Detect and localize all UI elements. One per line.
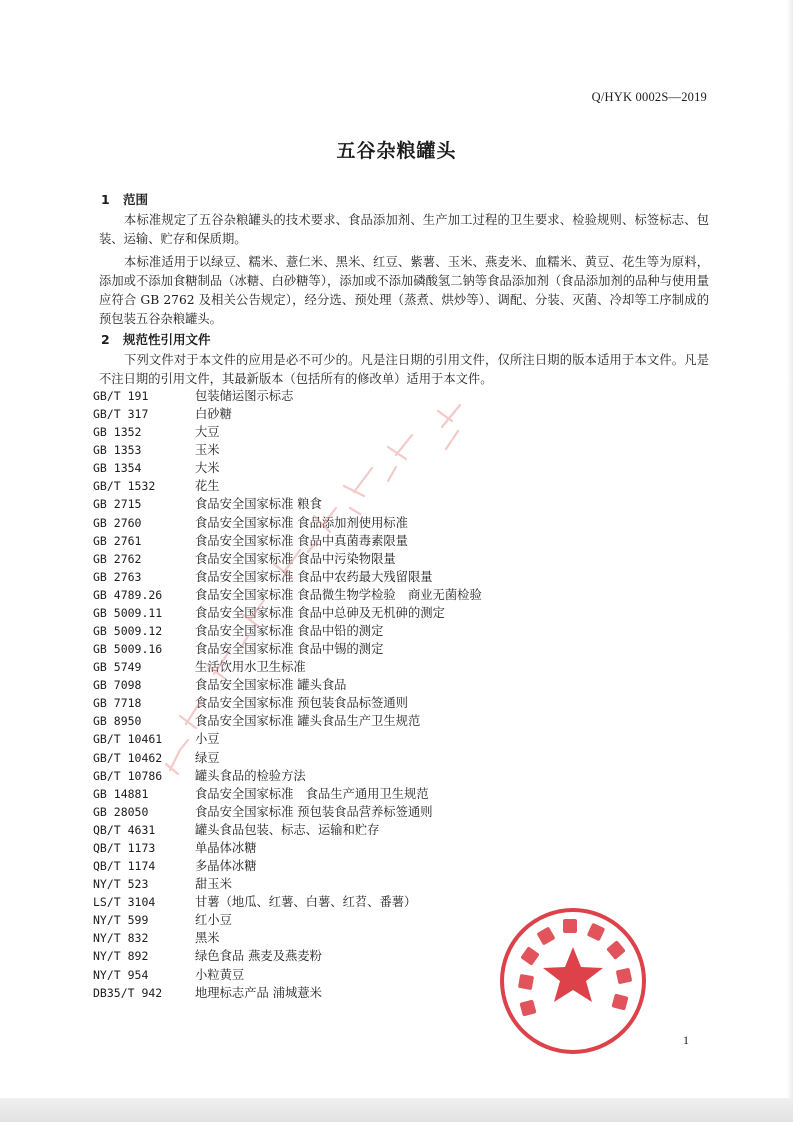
document-title: 五谷杂粮罐头: [336, 140, 457, 162]
reference-title: 食品安全国家标准 食品中铅的测定: [195, 624, 384, 639]
reference-code: GB 2761: [93, 533, 142, 548]
reference-item: [93, 857, 482, 875]
reference-item: [93, 966, 482, 984]
reference-item: [93, 984, 482, 1002]
reference-item: [93, 387, 482, 405]
reference-title: 食品安全国家标准 粮食: [195, 497, 322, 512]
reference-code: NY/T 832: [93, 931, 149, 946]
reference-code: QB/T 4631: [93, 822, 156, 837]
reference-title: 食品安全国家标准 罐头食品: [195, 678, 347, 693]
reference-code: GB 28050: [93, 804, 149, 819]
reference-item: [93, 839, 482, 857]
reference-title: 小粒黄豆: [195, 967, 245, 982]
section-2-heading: [101, 330, 211, 348]
reference-item: [93, 821, 482, 839]
reference-item: [93, 785, 482, 803]
reference-code: DB35/T 942: [93, 985, 163, 1000]
reference-item: [93, 622, 482, 640]
reference-title: 地理标志产品 浦城薏米: [195, 985, 322, 1000]
reference-code: GB 2760: [93, 515, 142, 530]
reference-title: 食品安全国家标准 食品中锡的测定: [195, 642, 384, 657]
reference-code: GB 8950: [93, 714, 142, 729]
reference-item: [93, 749, 482, 767]
reference-item: [93, 514, 482, 532]
reference-title: 食品安全国家标准 预包装食品标签通则: [195, 696, 408, 711]
reference-item: [93, 459, 482, 477]
reference-code: GB/T 10461: [93, 732, 163, 747]
reference-title: 食品安全国家标准 食品中真菌毒素限量: [195, 533, 408, 548]
reference-code: GB 2763: [93, 569, 142, 584]
reference-title: 花生: [195, 479, 220, 494]
reference-code: GB 1353: [93, 443, 142, 458]
reference-title: 食品安全国家标准 食品微生物学检验 商业无菌检验: [195, 587, 482, 602]
section-1-paragraph-2: 本标准适用于以绿豆、糯米、薏仁米、黑米、红豆、紫薯、玉米、燕麦米、血糯米、黄豆、花生等为原料，添加或不添加食糖制品（冰糖、白砂糖等），添加或不添加磷酸氢二钠等食品添加剂（食品添加剂的品种与使用量应符合 GB 2762 及相关公告规定），经分选、预处理（蒸煮、烘炒等）、调配、分装、灭菌、冷却等工序制成的预包装五谷杂粮罐头。: [99, 255, 709, 326]
reference-code: GB 2715: [93, 497, 142, 512]
reference-code: GB/T 191: [93, 389, 149, 403]
reference-item: [93, 640, 482, 658]
reference-item: [93, 405, 482, 423]
section-1-paragraph-1: 本标准规定了五谷杂粮罐头的技术要求、食品添加剂、生产加工过程的卫生要求、检验规则、标签标志、包装、运输、贮存和保质期。: [99, 213, 709, 246]
reference-code: GB 2762: [93, 551, 142, 566]
reference-item: [93, 604, 482, 622]
reference-title: 食品安全国家标准 罐头食品生产卫生规范: [195, 714, 421, 729]
reference-list: [93, 387, 482, 1002]
section-1-title: 范围: [123, 192, 149, 207]
reference-item: [93, 441, 482, 459]
section-2-intro: 下列文件对于本文件的应用是必不可少的。凡是注日期的引用文件，仅所注日期的版本适用于本文件。凡是不注日期的引用文件，其最新版本（包括所有的修改单）适用于本文件。: [99, 353, 709, 386]
section-1-number: 1: [101, 192, 110, 207]
section-1-heading: [101, 190, 148, 208]
scan-edge-bottom: [0, 1098, 793, 1122]
reference-item: [93, 495, 482, 513]
reference-title: 红小豆: [195, 913, 232, 928]
reference-code: NY/T 892: [93, 949, 149, 964]
reference-code: GB 5009.11: [93, 605, 163, 620]
reference-code: NY/T 523: [93, 877, 149, 892]
reference-title: 甜玉米: [195, 877, 232, 892]
reference-title: 大米: [195, 461, 220, 476]
reference-title: 食品安全国家标准 食品添加剂使用标准: [195, 515, 408, 530]
reference-code: LS/T 3104: [93, 895, 156, 910]
reference-item: [93, 477, 482, 495]
reference-title: 食品安全国家标准 食品生产通用卫生规范: [195, 786, 429, 801]
reference-code: GB/T 10462: [93, 750, 163, 765]
reference-item: [93, 767, 482, 785]
reference-code: QB/T 1174: [93, 859, 156, 874]
reference-item: [93, 803, 482, 821]
reference-code: GB 1354: [93, 461, 142, 476]
reference-title: 绿色食品 燕麦及燕麦粉: [195, 949, 322, 964]
reference-item: [93, 929, 482, 947]
reference-code: GB 1352: [93, 425, 142, 440]
reference-code: GB 5009.12: [93, 624, 163, 639]
section-2-title: 规范性引用文件: [123, 332, 211, 347]
reference-title: 绿豆: [195, 750, 220, 765]
reference-item: [93, 893, 482, 911]
reference-code: GB 14881: [93, 786, 149, 801]
reference-title: 玉米: [195, 443, 220, 458]
reference-item: [93, 423, 482, 441]
reference-title: 罐头食品包装、标志、运输和贮存: [195, 822, 380, 837]
reference-item: [93, 532, 482, 550]
reference-title: 小豆: [195, 732, 220, 747]
reference-code: GB/T 10786: [93, 768, 163, 783]
reference-code: GB 5009.16: [93, 642, 163, 657]
reference-title: 大豆: [195, 425, 220, 440]
document-code: Q/HYK 0002S—2019: [591, 90, 707, 104]
reference-item: [93, 947, 482, 965]
reference-code: NY/T 954: [93, 967, 149, 982]
reference-code: GB/T 1532: [93, 479, 156, 494]
reference-item: [93, 658, 482, 676]
reference-title: 黑米: [195, 931, 220, 946]
reference-item: [93, 730, 482, 748]
reference-item: [93, 694, 482, 712]
reference-item: [93, 712, 482, 730]
reference-title: 食品安全国家标准 食品中农药最大残留限量: [195, 569, 433, 584]
reference-title: 食品安全国家标准 食品中总砷及无机砷的测定: [195, 605, 445, 620]
reference-code: GB 5749: [93, 660, 142, 675]
reference-title: 食品安全国家标准 预包装食品营养标签通则: [195, 804, 433, 819]
reference-title: 食品安全国家标准 食品中污染物限量: [195, 551, 396, 566]
reference-item: [93, 550, 482, 568]
reference-code: GB 4789.26: [93, 587, 163, 602]
reference-item: [93, 875, 482, 893]
reference-code: GB/T 317: [93, 407, 149, 422]
reference-code: GB 7718: [93, 696, 142, 711]
page-number: 1: [683, 1033, 689, 1047]
reference-code: GB 7098: [93, 678, 142, 693]
reference-item: [93, 586, 482, 604]
reference-title: 包装储运图示标志: [195, 389, 294, 403]
reference-title: 单晶体冰糖: [195, 840, 257, 855]
reference-title: 生活饮用水卫生标准: [195, 660, 306, 675]
reference-item: [93, 911, 482, 929]
reference-item: [93, 568, 482, 586]
reference-title: 罐头食品的检验方法: [195, 768, 306, 783]
section-2-number: 2: [101, 332, 110, 347]
reference-title: 白砂糖: [195, 407, 232, 422]
reference-code: NY/T 599: [93, 913, 149, 928]
scan-edge-right: [787, 0, 793, 1122]
reference-item: [93, 676, 482, 694]
reference-title: 多晶体冰糖: [195, 859, 257, 874]
reference-title: 甘薯（地瓜、红薯、白薯、红苕、番薯）: [195, 895, 417, 910]
company-seal: [497, 905, 649, 1057]
reference-code: QB/T 1173: [93, 840, 156, 855]
